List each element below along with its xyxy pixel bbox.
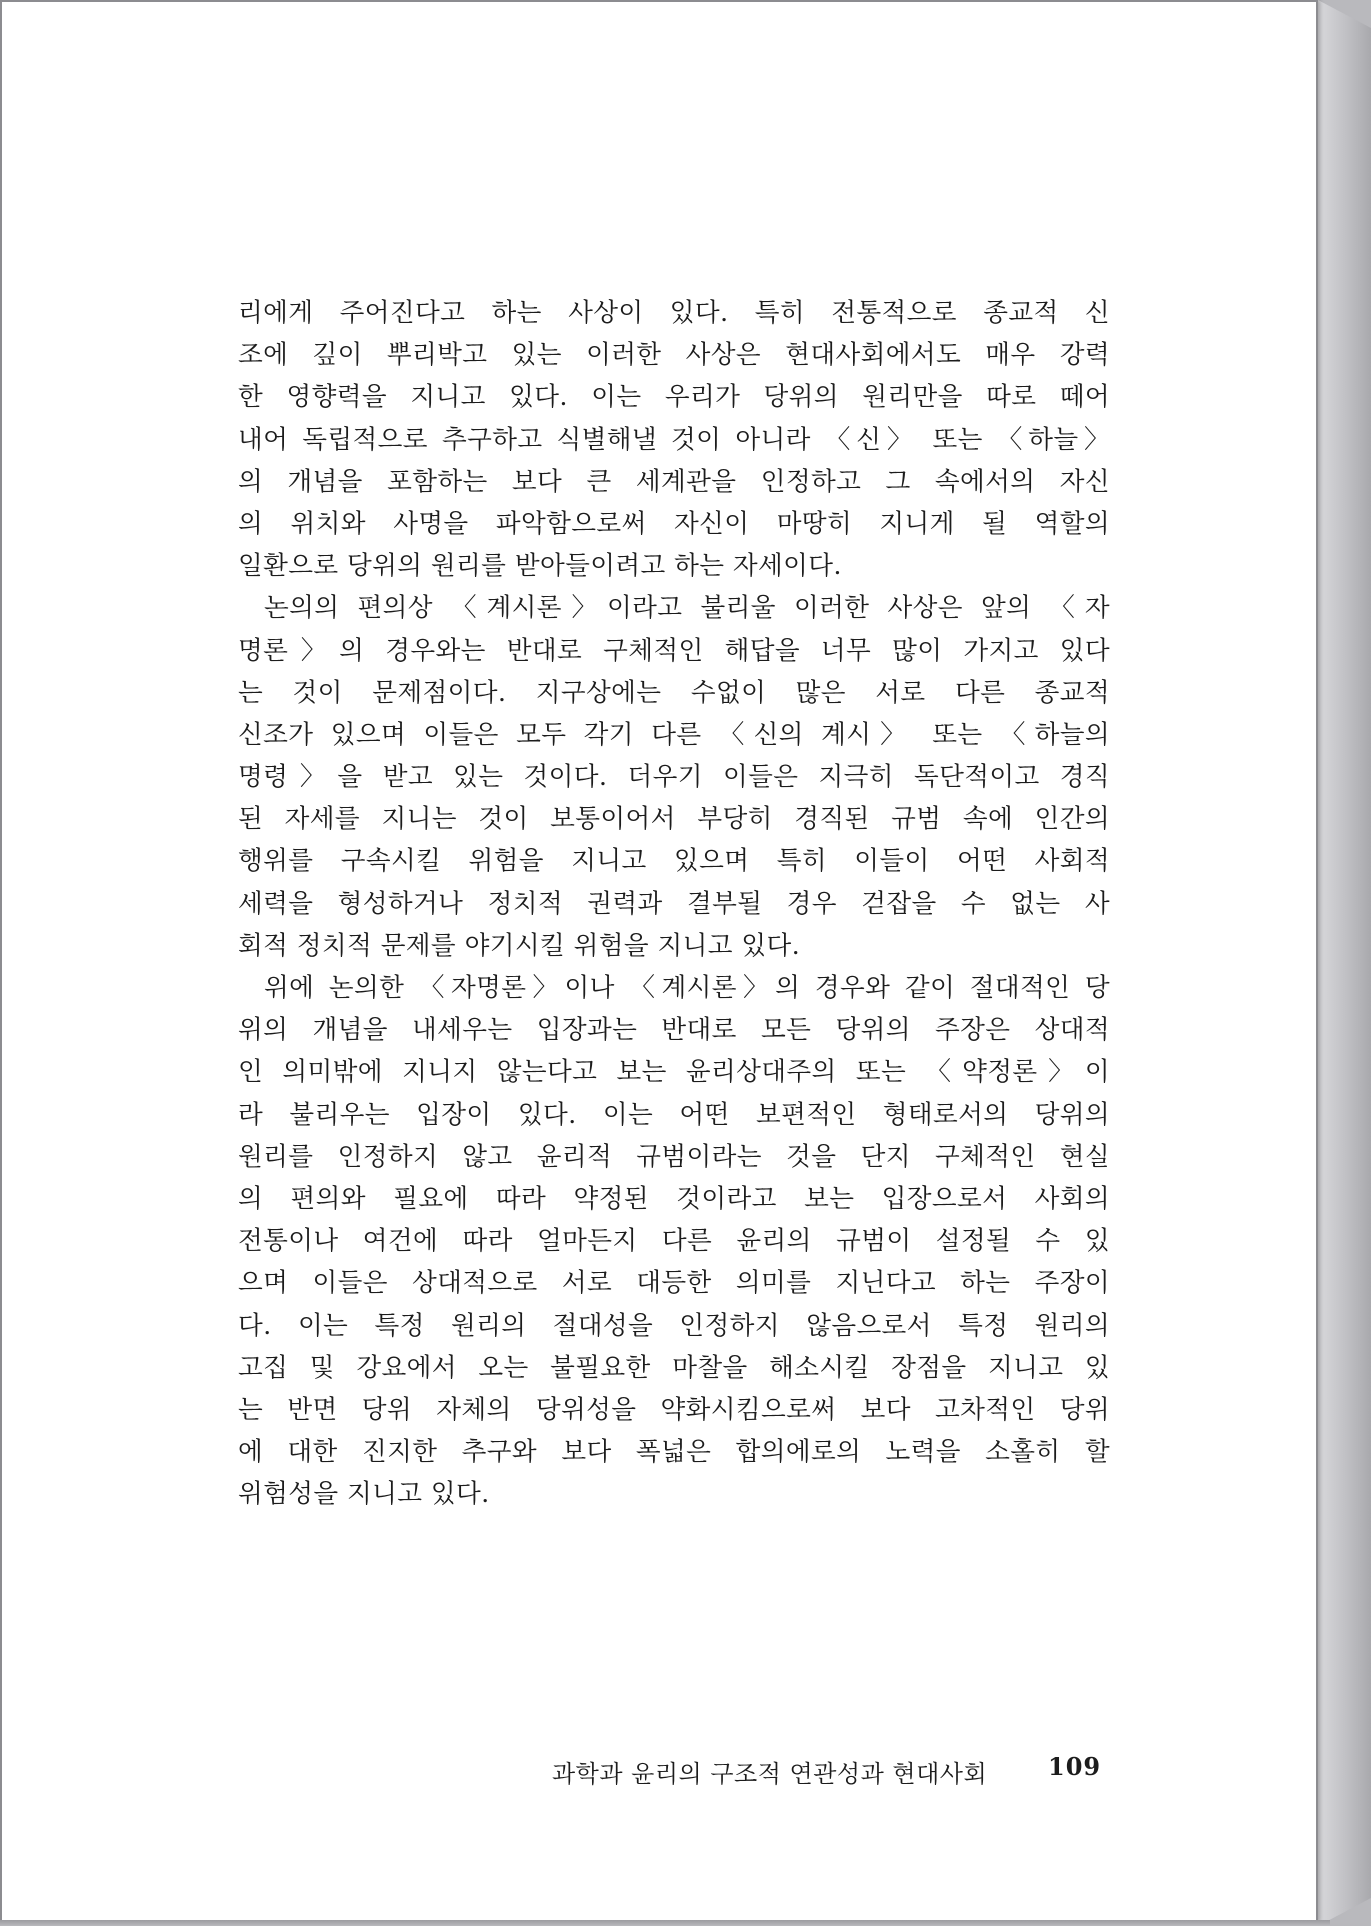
text-line: 리에게 주어진다고 하는 사상이 있다. 특히 전통적으로 종교적 신 [238,298,1110,328]
text-line: 조에 깊이 뿌리박고 있는 이러한 사상은 현대사회에서도 매우 강력 [238,340,1110,371]
page-bottom-shadow [0,1920,1330,1926]
text-line: 신조가 있으며 이들은 모두 각기 다른 〈신의 계시〉 또는 〈하늘의 [238,719,1110,750]
text-line: 된 자세를 지니는 것이 보통이어서 부당히 경직된 규범 속에 인간의 [238,804,1110,835]
text-line: 다. 이는 특정 원리의 절대성을 인정하지 않음으로서 특정 원리의 [238,1310,1110,1341]
body-text [238,292,1110,1515]
text-line: 위험성을 지니고 있다. [238,1479,490,1510]
text-line: 회적 정치적 문제를 야기시킬 위험을 지니고 있다. [238,930,801,961]
text-line: 명론〉의 경우와는 반대로 구체적인 해답을 너무 많이 가지고 있다 [238,635,1110,666]
text-line: 세력을 형성하거나 정치적 권력과 결부될 경우 걷잡을 수 없는 사 [238,888,1110,919]
text-line: 한 영향력을 지니고 있다. 이는 우리가 당위의 원리만을 따로 떼어 [238,382,1110,413]
page-stack-edge [1318,0,1371,1926]
text-line: 전통이나 여건에 따라 얼마든지 다른 윤리의 규범이 설정될 수 있 [238,1226,1110,1257]
text-line: 내어 독립적으로 추구하고 식별해낼 것이 아니라 〈신〉 또는 〈하늘〉 [238,424,1110,455]
text-line: 의 위치와 사명을 파악함으로써 자신이 마땅히 지니게 될 역할의 [238,508,1110,539]
text-line: 일환으로 당위의 원리를 받아들이려고 하는 자세이다. [238,551,842,582]
text-line: 라 불리우는 입장이 있다. 이는 어떤 보편적인 형태로서의 당위의 [238,1099,1110,1130]
text-line: 원리를 인정하지 않고 윤리적 규범이라는 것을 단지 구체적인 현실 [238,1141,1110,1172]
running-head: 과학과 윤리의 구조적 연관성과 현대사회 [552,1760,988,1788]
text-line: 인 의미밖에 지니지 않는다고 보는 윤리상대주의 또는 〈약정론〉이 [238,1057,1110,1088]
text-line: 으며 이들은 상대적으로 서로 대등한 의미를 지닌다고 하는 주장이 [238,1268,1110,1299]
page-number: 109 [1048,1752,1102,1781]
text-line: 에 대한 진지한 추구와 보다 폭넓은 합의에로의 노력을 소홀히 할 [238,1437,1110,1468]
text-line: 는 반면 당위 자체의 당위성을 약화시킴으로써 보다 고차적인 당위 [238,1394,1110,1425]
text-line: 의 편의와 필요에 따라 약정된 것이라고 보는 입장으로서 사회의 [238,1183,1110,1214]
text-line: 의 개념을 포함하는 보다 큰 세계관을 인정하고 그 속에서의 자신 [238,466,1110,497]
text-line: 논의의 편의상 〈계시론〉이라고 불리울 이러한 사상은 앞의 〈자 [264,593,1110,624]
text-line: 위의 개념을 내세우는 입장과는 반대로 모든 당위의 주장은 상대적 [238,1015,1110,1046]
text-line: 는 것이 문제점이다. 지구상에는 수없이 많은 서로 다른 종교적 [238,677,1110,708]
text-line: 고집 및 강요에서 오는 불필요한 마찰을 해소시킬 장점을 지니고 있 [238,1352,1110,1383]
text-line: 명령〉을 받고 있는 것이다. 더우기 이들은 지극히 독단적이고 경직 [238,762,1110,793]
text-line: 행위를 구속시킬 위험을 지니고 있으며 특히 이들이 어떤 사회적 [238,846,1110,877]
text-line: 위에 논의한 〈자명론〉이나 〈계시론〉의 경우와 같이 절대적인 당 [264,973,1110,1003]
